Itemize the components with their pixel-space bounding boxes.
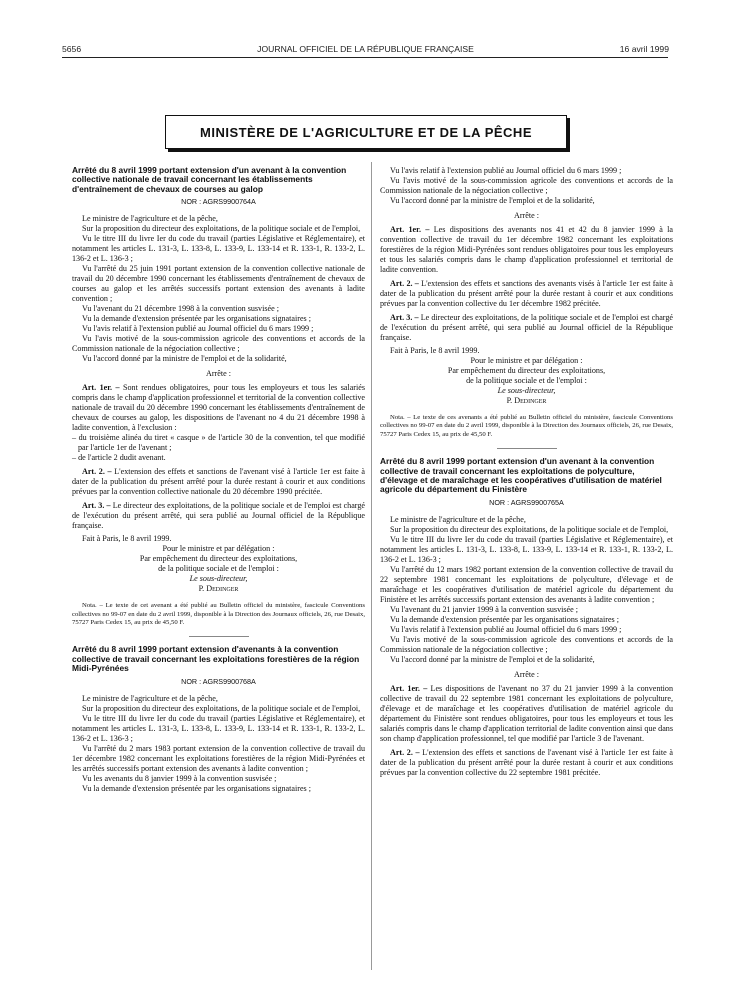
paragraph: Sur la proposition du directeur des exploitations, de la politique sociale et de l'emploi, [390,524,669,534]
signature-date: Fait à Paris, le 8 avril 1999. [390,346,480,355]
article-text: Le directeur des exploitations, de la politique sociale et de l'emploi est chargé de l'exécution du présent arrêté, qui sera publié au Journal officiel de la République française. [72,501,365,531]
right-column [380,166,673,778]
paragraph: Vu l'accord donné par la ministre de l'emploi et de la solidarité, [82,354,287,364]
paragraph: Sur la proposition du directeur des exploitations, de la politique sociale et de l'emploi, [82,703,361,713]
article-text: Le directeur des exploitations, de la politique sociale et de l'emploi est chargé de l'exécution du présent arrêté, qui sera publié au Journal officiel de la République française. [380,313,673,342]
arrete-heading: Arrête : [514,669,539,679]
exclusion-item: – du troisième alinéa du tiret « casque » de l'article 30 de la convention, tel que modifié par l'article 1er de l'avenant ; [72,433,365,453]
article-label: Art. 2. – [390,279,419,288]
article-text: L'extension des effets et sanctions de l'avenant visé à l'article 1er est faite à dater de la publication du présent arrêté pour la durée restant à courir et aux conditions prévues par la convention collective du 22 septembre 1981 précitée. [380,747,674,777]
paragraph: Vu la demande d'extension présentée par les organisations signataires ; [82,783,311,793]
paragraph: Vu l'avis motivé de la sous-commission agricole des conventions et accords de la Commission nationale de la négociation collective ; [380,176,673,195]
article-label: Art. 2. – [82,467,112,477]
paragraph: Vu l'arrêté du 12 mars 1982 portant extension de la convention collective de travail du 22 septembre 1981 concernant les exploitations de polyculture, d'élevage et de maraîchage et les coopératives d'utilisation de matériel agricole du département du Finistère et les arrêtés successifs portant extension des avenants à ladite convention ; [380,564,673,604]
paragraph: Vu le titre III du livre Ier du code du travail (parties Législative et Réglementaire), et notamment les articles L. 131-3, L. 133-8, L. 133-9, L. 133-14 et R. 133-1, R. 133-2, L. 136-2 et L. 136-3 ; [72,713,365,743]
article-label: Art. 3. – [390,313,419,322]
arrete-2-title: Arrêté du 8 avril 1999 portant extension d'avenants à la convention collective de travail concernant les exploitations forestières de la région Midi-Pyrénées [72,644,360,674]
article-label: Art. 1er. – [390,225,430,234]
paragraph: Vu l'accord donné par la ministre de l'emploi et de la solidarité, [390,196,595,205]
signature-line: Par empêchement du directeur des exploitations, [139,554,298,564]
section-separator [497,448,557,449]
article-text: Les dispositions de l'avenant no 37 du 21 janvier 1999 à la convention collective de travail du 22 septembre 1981 concernant les exploitations de polyculture, d'élevage et de maraîchage et les coopératives d'utilisation de matériel agricole du département du Finistère sont rendues obligatoires, pour tous les employeurs et tous les salariés compris dans le champ d'application territorial de ladite convention ainsi que dans son champ d'application professionnel, tel que modifié par l'article 3 de l'avenant. [380,683,673,743]
signature-line: Par empêchement du directeur des exploitations, [447,366,606,375]
journal-title: JOURNAL OFFICIEL DE LA RÉPUBLIQUE FRANÇAISE [257,44,474,54]
arrete-2-nor: NOR : AGRS9900768A [181,676,256,686]
arrete-heading: Arrête : [514,211,539,220]
paragraph: Vu l'arrêté du 25 juin 1991 portant extension de la convention collective nationale de travail du 20 décembre 1990 concernant les établissements d'entraînement de chevaux de courses au galop et les arrêtés successifs portant extension des avenants à ladite convention ; [72,264,365,304]
arrete-1-title: Arrêté du 8 avril 1999 portant extension d'un avenant à la convention collective nationale de travail concernant les établissements d'entraînement de chevaux de courses au galop [72,165,347,194]
arrete-3-title: Arrêté du 8 avril 1999 portant extension d'un avenant à la convention collective de travail concernant les exploitations de polyculture, d'élevage et de maraîchage et les coopératives d'utilisation de matériel agricole du département du Finistère [380,456,662,495]
paragraph: Vu l'avis motivé de la sous-commission agricole des conventions et accords de la Commission nationale de la négociation collective ; [72,334,365,354]
paragraph: Sur la proposition du directeur des exploitations, de la politique sociale et de l'emploi, [82,224,361,234]
signature-line: de la politique sociale et de l'emploi : [158,564,279,574]
arrete-1-nor: NOR : AGRS9900764A [181,197,256,207]
paragraph: Vu le titre III du livre Ier du code du travail (parties Législative et Réglementaire), et notamment les articles L. 131-3, L. 133-8, L. 133-9, L. 133-14 et R. 133-1, R. 133-2, L. 136-2 et L. 136-3 ; [72,234,365,264]
section-separator [189,636,249,637]
signatory-name: P. Dedinger [506,396,547,405]
page-header [0,0,731,54]
signature-title: Le sous-directeur, [189,574,248,584]
exclusion-item: – de l'article 2 dudit avenant. [72,453,166,463]
signature-line: de la politique sociale et de l'emploi : [466,376,587,385]
paragraph: Vu l'avis relatif à l'extension publié au Journal officiel du 6 mars 1999 ; [82,324,314,334]
article-3 [380,313,673,343]
arrete-heading: Arrête : [206,369,231,379]
paragraph: Vu la demande d'extension présentée par les organisations signataires ; [82,314,311,324]
paragraph: Vu l'arrêté du 2 mars 1983 portant extension de la convention collective de travail du 1er décembre 1982 concernant les exploitations forestières de la région Midi-Pyrénées et les arrêtés successifs portant extension des avenants à ladite convention ; [72,743,365,773]
paragraph: Vu l'avis motivé de la sous-commission agricole des conventions et accords de la Commission nationale de la négociation collective ; [380,634,673,654]
article-2 [380,748,673,778]
signature-line: Pour le ministre et par délégation : [162,544,275,554]
signature-line: Pour le ministre et par délégation : [470,356,583,365]
article-1 [380,225,673,275]
ministry-title: MINISTÈRE DE L'AGRICULTURE ET DE LA PÊCHE [200,124,532,140]
article-label: Art. 3. – [82,501,111,511]
nota: Nota. – Le texte de ces avenants a été publié au Bulletin officiel du ministère, fascicule Conventions collectives no 99-07 en date du 2 avril 1999, disponible à la Direction des Journaux officiels, 26, rue Desaix, 75727 Paris Cedex 15, au prix de 45,50 F. [380,414,673,438]
page-number: 5656 [62,44,82,54]
article-2 [72,467,365,497]
article-text: L'extension des effets et sanctions de l'avenant visé à l'article 1er est faite à dater de la publication du présent arrêté pour la durée restant à courir et aux conditions prévues par la convention collective nationale du 20 décembre 1990 précitée. [72,467,366,497]
article-label: Art. 1er. – [82,383,120,393]
article-text: Sont rendues obligatoires, pour tous les employeurs et tous les salariés compris dans le champ d'application professionnel et territorial de la convention collective nationale de travail du 20 décembre 1990 concernant les établissements d'entraînement de chevaux de courses au galop, les dispositions de l'avenant no 4 du 21 décembre 1998 à ladite convention, à l'exclusion : [72,383,365,433]
paragraph: Vu l'avis relatif à l'extension publié au Journal officiel du 6 mars 1999 ; [390,166,622,175]
paragraph: Vu l'avenant du 21 décembre 1998 à la convention susvisée ; [82,304,279,314]
signatory-name: P. Dedinger [198,584,239,594]
signature-date: Fait à Paris, le 8 avril 1999. [82,534,172,544]
left-column [72,166,365,794]
article-2 [380,279,673,309]
paragraph: Vu la demande d'extension présentée par les organisations signataires ; [390,614,619,624]
paragraph: Vu les avenants du 8 janvier 1999 à la convention susvisée ; [82,773,277,783]
article-label: Art. 1er. – [390,683,428,693]
paragraph: Vu le titre III du livre Ier du code du travail (parties Législative et Réglementaire), et notamment les articles L. 131-3, L. 133-8, L. 133-9, L. 133-14 et R. 133-1, R. 133-2, L. 136-2 et L. 136-3 ; [380,534,673,564]
article-text: L'extension des effets et sanctions des avenants visés à l'article 1er est faite à dater de la publication du présent arrêté pour la durée restant à courir et aux conditions prévues par la convention collective du 1er décembre 1982 précitée. [380,279,673,308]
nota: Nota. – Le texte de cet avenant a été publié au Bulletin officiel du ministère, fascicule Conventions collectives no 99-07 en date du 2 avril 1999, disponible à la Direction des Journaux officiels, 26, rue Desaix, 75727 Paris Cedex 15, au prix de 45,50 F. [72,602,365,627]
article-text: Les dispositions des avenants nos 41 et 42 du 8 janvier 1999 à la convention collective de travail du 1er décembre 1982 concernant les exploitations forestières de la région Midi-Pyrénées sont rendues obligatoires pour tous les employeurs et tous les salariés compris dans le champ d'application professionnel et territorial de ladite convention. [380,225,674,274]
paragraph: Le ministre de l'agriculture et de la pêche, [82,693,218,703]
article-1 [380,684,673,744]
paragraph: Le ministre de l'agriculture et de la pêche, [390,514,526,524]
arrete-3-nor: NOR : AGRS9900765A [489,497,564,507]
paragraph: Vu l'accord donné par la ministre de l'emploi et de la solidarité, [390,654,595,664]
issue-date: 16 avril 1999 [619,44,669,54]
paragraph: Vu l'avenant du 21 janvier 1999 à la convention susvisée ; [390,604,578,614]
column-divider [371,162,372,970]
header-rule [62,57,668,58]
signature-title: Le sous-directeur, [497,386,556,395]
article-3 [72,501,365,531]
ministry-banner [165,115,567,149]
article-1 [72,383,365,433]
article-label: Art. 2. – [390,747,420,757]
paragraph: Le ministre de l'agriculture et de la pêche, [82,214,218,224]
paragraph: Vu l'avis relatif à l'extension publié au Journal officiel du 6 mars 1999 ; [390,624,622,634]
